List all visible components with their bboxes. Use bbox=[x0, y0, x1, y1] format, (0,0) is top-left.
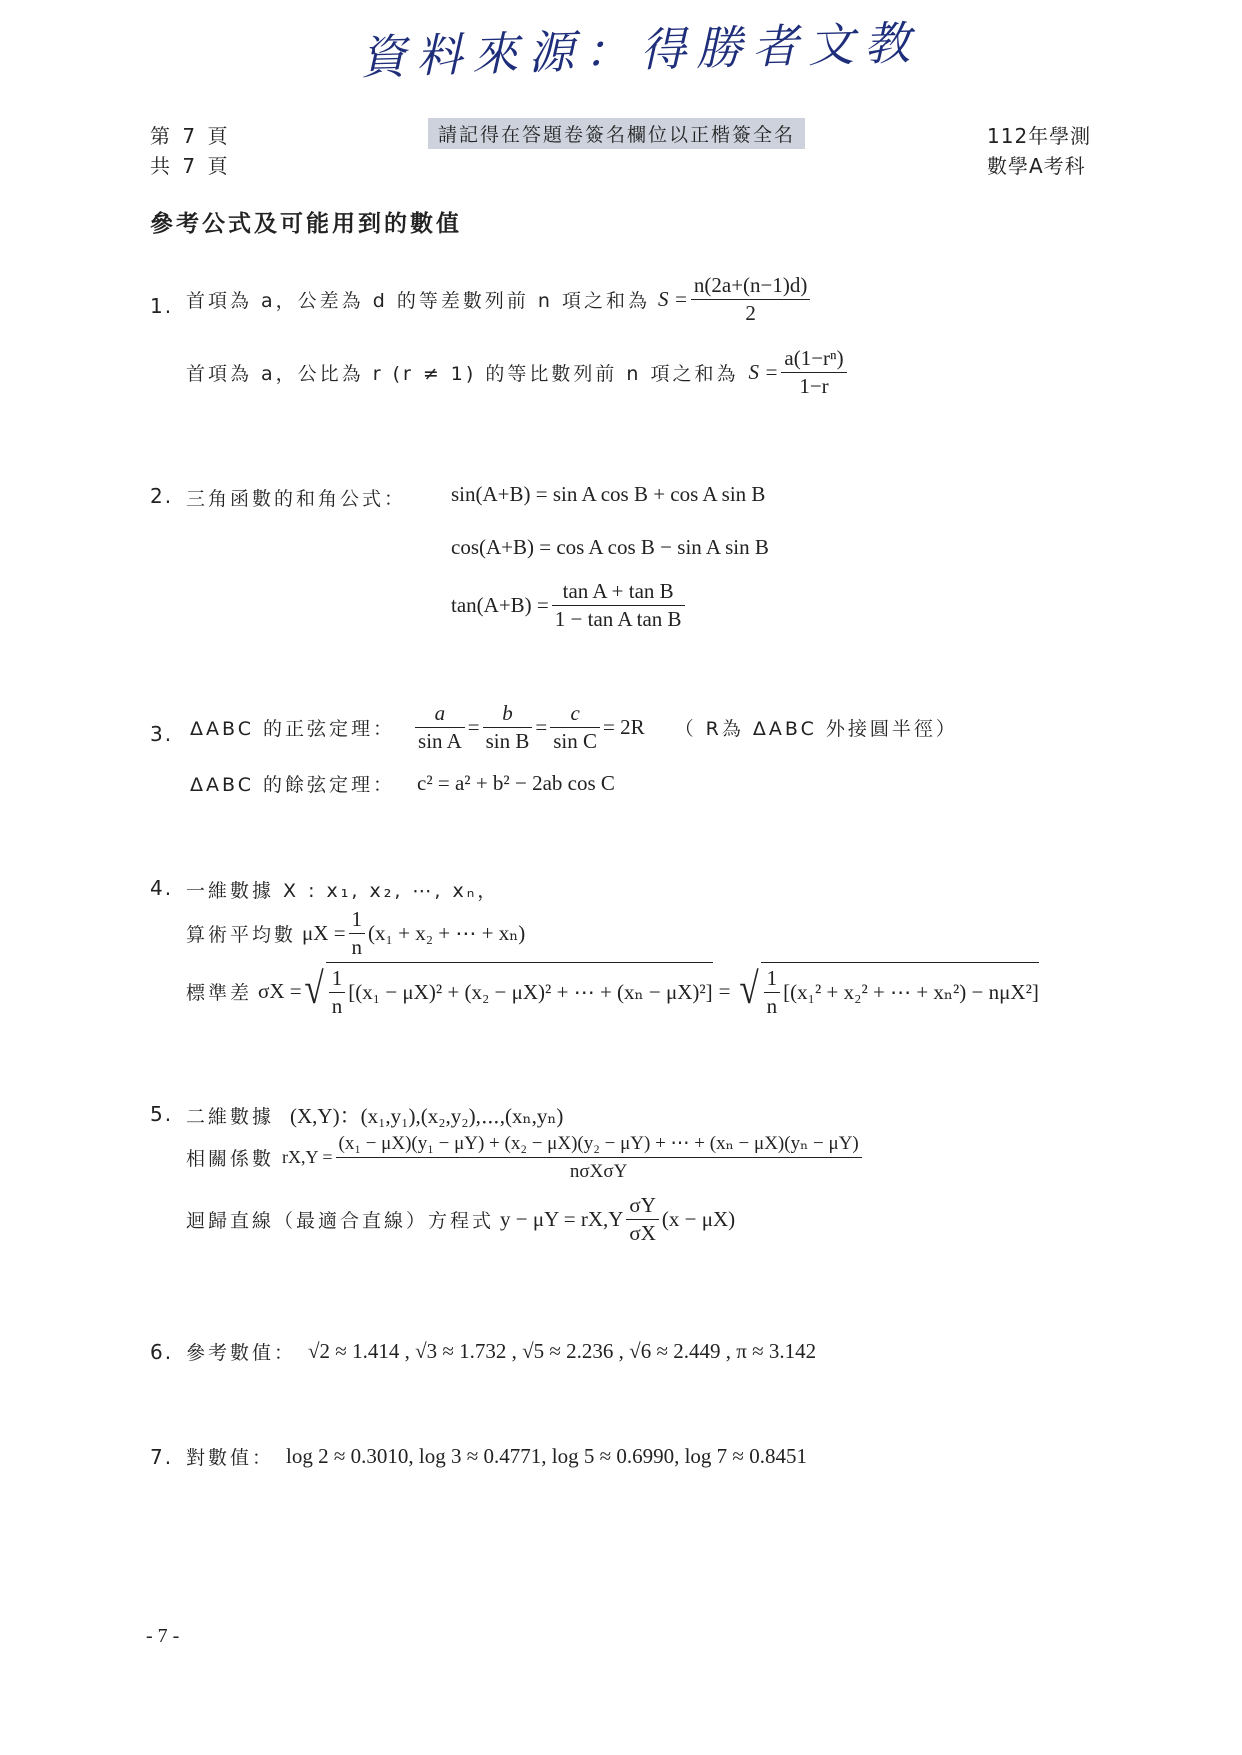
item-5-regression-numerator: σY bbox=[626, 1192, 659, 1220]
item-1-line-2 bbox=[186, 345, 850, 400]
item-3-sine-sin-a: sin A bbox=[418, 729, 462, 753]
item-5-regression-line bbox=[186, 1192, 735, 1247]
item-1-geom-fraction bbox=[781, 345, 846, 400]
item-5-corr-lhs: rX,Y = bbox=[282, 1147, 333, 1167]
item-3-number: 3. bbox=[150, 722, 174, 746]
item-3-sine-c: c bbox=[570, 701, 580, 725]
item-1-geom-denominator: 1−r bbox=[799, 374, 829, 398]
item-2-tan-lhs: tan(A+B) = bbox=[451, 593, 549, 617]
item-3-sine-fraction-a bbox=[415, 700, 465, 755]
item-5-number: 5. bbox=[150, 1102, 174, 1126]
item-1-arith-numerator: n(2a+(n−1)d) bbox=[691, 272, 810, 300]
item-7-values: log 2 ≈ 0.3010, log 3 ≈ 0.4771, log 5 ≈ 0.6990, log 7 ≈ 0.8451 bbox=[286, 1444, 807, 1468]
item-1-sum-lhs: S = bbox=[657, 287, 688, 311]
item-2-tan-numerator: tan A + tan B bbox=[552, 578, 685, 606]
item-3-sine-a: a bbox=[434, 701, 446, 725]
item-5-regression-fraction bbox=[626, 1192, 659, 1247]
item-4-line-1: 一維數據 X : x₁, x₂, ⋯, xₙ， bbox=[186, 880, 500, 902]
item-4-sd-body-2: [(x₁² + x₂² + ⋯ + xₙ²) − nμX²] bbox=[783, 980, 1039, 1004]
item-1-line-2-text: 首項為 a，公比為 r (r ≠ 1) 的等比數列前 n 項之和為 bbox=[186, 363, 739, 385]
item-5-regression-denominator: σX bbox=[629, 1221, 656, 1245]
item-3-sine-fraction-b bbox=[483, 700, 533, 755]
item-4-mean-lhs: μX = bbox=[302, 921, 346, 945]
item-3-sine-line: ΔABC 的正弦定理： $\frac{a}{\text{sin A}}$ = $\frac{b}{\text{sin B}}$ = $\frac{c}{\text{sin C}}$ = 2R （ R為 ΔABC 外接圓半徑） bbox=[190, 701, 958, 753]
item-5-line-1-label: 二維數據 bbox=[186, 1105, 275, 1128]
item-3-sine-label: ΔABC 的正弦定理： bbox=[190, 718, 396, 740]
item-2-number: 2. bbox=[150, 484, 174, 508]
item-2-cos-formula: cos(A+B) = cos A cos B − sin A sin B bbox=[451, 535, 769, 559]
item-4-sd-body-1: [(x₁ − μX)² + (x₂ − μX)² + ⋯ + (xₙ − μX)²] bbox=[348, 980, 713, 1004]
item-5-regression-label: 迴歸直線（最適合直線）方程式 bbox=[186, 1210, 495, 1232]
item-4-mean-denominator: n bbox=[351, 935, 363, 959]
total-pages-label: 共 7 頁 bbox=[150, 154, 231, 178]
item-7-line bbox=[186, 1443, 807, 1470]
item-5-regression-rhs: (x − μX) bbox=[661, 1207, 736, 1231]
item-3-sine-b: b bbox=[502, 701, 513, 725]
item-5-line-1-formula: (X,Y)：(x₁,y₁),(x₂,y₂),⋯,(xₙ,yₙ) bbox=[290, 1104, 564, 1128]
item-4-mean-label: 算術平均數 bbox=[186, 924, 297, 946]
item-4-mean-line bbox=[186, 906, 525, 961]
item-2-sin-formula: sin(A+B) = sin A cos B + cos A sin B bbox=[451, 482, 766, 506]
item-6-values: √2 ≈ 1.414 , √3 ≈ 1.732 , √5 ≈ 2.236 , √6 ≈ 2.449 , π ≈ 3.142 bbox=[308, 1339, 817, 1363]
item-5-corr-line bbox=[186, 1130, 865, 1185]
item-5-regression-lhs: y − μY = rX,Y bbox=[500, 1207, 624, 1231]
item-4-sd-label: 標準差 bbox=[186, 981, 253, 1004]
item-4-mean-fraction bbox=[349, 906, 366, 961]
item-2-tan-denominator: 1 − tan A tan B bbox=[554, 607, 682, 631]
item-2-tan-line bbox=[451, 578, 688, 633]
item-2-label: 三角函數的和角公式： bbox=[186, 488, 407, 510]
item-4-number: 4. bbox=[150, 876, 174, 900]
item-5-corr-numerator: (x₁ − μX)(y₁ − μY) + (x₂ − μX)(y₂ − μY) + ⋯ + (xₙ − μX)(yₙ − μY) bbox=[336, 1130, 862, 1158]
item-3-sine-note: （ R為 ΔABC 外接圓半徑） bbox=[674, 718, 958, 740]
subject-name: 數學A考科 bbox=[987, 154, 1086, 178]
item-3-sine-fraction-c bbox=[550, 700, 600, 755]
item-5-line-1 bbox=[186, 1100, 563, 1130]
item-3-cosine-line bbox=[190, 770, 615, 797]
item-3-cosine-formula: c² = a² + b² − 2ab cos C bbox=[417, 771, 615, 795]
item-7-number: 7. bbox=[150, 1445, 174, 1469]
item-6-number: 6. bbox=[150, 1340, 174, 1364]
item-5-corr-denominator: nσXσY bbox=[569, 1161, 628, 1182]
item-2-tan-fraction bbox=[552, 578, 685, 633]
item-1-number: 1. bbox=[150, 294, 174, 318]
item-4-mean-rhs: (x₁ + x₂ + ⋯ + xₙ) bbox=[368, 921, 526, 945]
item-7-label: 對數值： bbox=[186, 1447, 275, 1469]
item-1-arith-fraction bbox=[691, 272, 810, 327]
item-4-sd-line bbox=[186, 962, 1039, 1020]
item-6-label: 參考數值： bbox=[186, 1342, 297, 1364]
item-4-sd-equals: = bbox=[718, 978, 731, 1003]
exam-year: 112年學測 bbox=[987, 124, 1092, 148]
item-1-geom-lhs: S = bbox=[748, 360, 779, 384]
handwritten-source-note: 資料來源：得勝者文教 bbox=[359, 15, 921, 85]
page-label: 第 7 頁 bbox=[150, 124, 231, 148]
item-5-corr-label: 相關係數 bbox=[186, 1148, 275, 1170]
item-6-line bbox=[186, 1338, 816, 1365]
item-3-sine-rhs: = 2R bbox=[603, 715, 645, 739]
footer-page-number: - 7 - bbox=[146, 1625, 180, 1647]
item-1-line-1 bbox=[186, 272, 813, 327]
item-1-geom-numerator: a(1−rⁿ) bbox=[781, 345, 846, 373]
item-3-sine-sin-b: sin B bbox=[485, 729, 530, 753]
item-1-arith-denominator: 2 bbox=[745, 301, 756, 325]
item-5-corr-fraction bbox=[336, 1130, 862, 1185]
item-4-sd-sqrt-1: √ $\frac{1}{n}$ [(x₁ − μX)² + (x₂ − μX)² + ⋯ + (xₙ − μX)²] bbox=[304, 964, 713, 1018]
item-3-cosine-label: ΔABC 的餘弦定理： bbox=[190, 774, 396, 796]
item-3-sine-sin-c: sin C bbox=[553, 729, 597, 753]
item-1-line-1-text: 首項為 a，公差為 d 的等差數列前 n 項之和為 bbox=[186, 290, 650, 312]
item-4-sd-lhs: σX = bbox=[258, 978, 302, 1003]
signature-reminder-banner: 請記得在答題卷簽名欄位以正楷簽全名 bbox=[428, 118, 805, 149]
item-4-sd-sqrt-2: √ $\frac{1}{n}$ [(x₁² + x₂² + ⋯ + xₙ²) − nμX²] bbox=[738, 964, 1039, 1018]
item-4-mean-numerator: 1 bbox=[349, 906, 366, 934]
section-title: 參考公式及可能用到的數值 bbox=[150, 211, 462, 237]
